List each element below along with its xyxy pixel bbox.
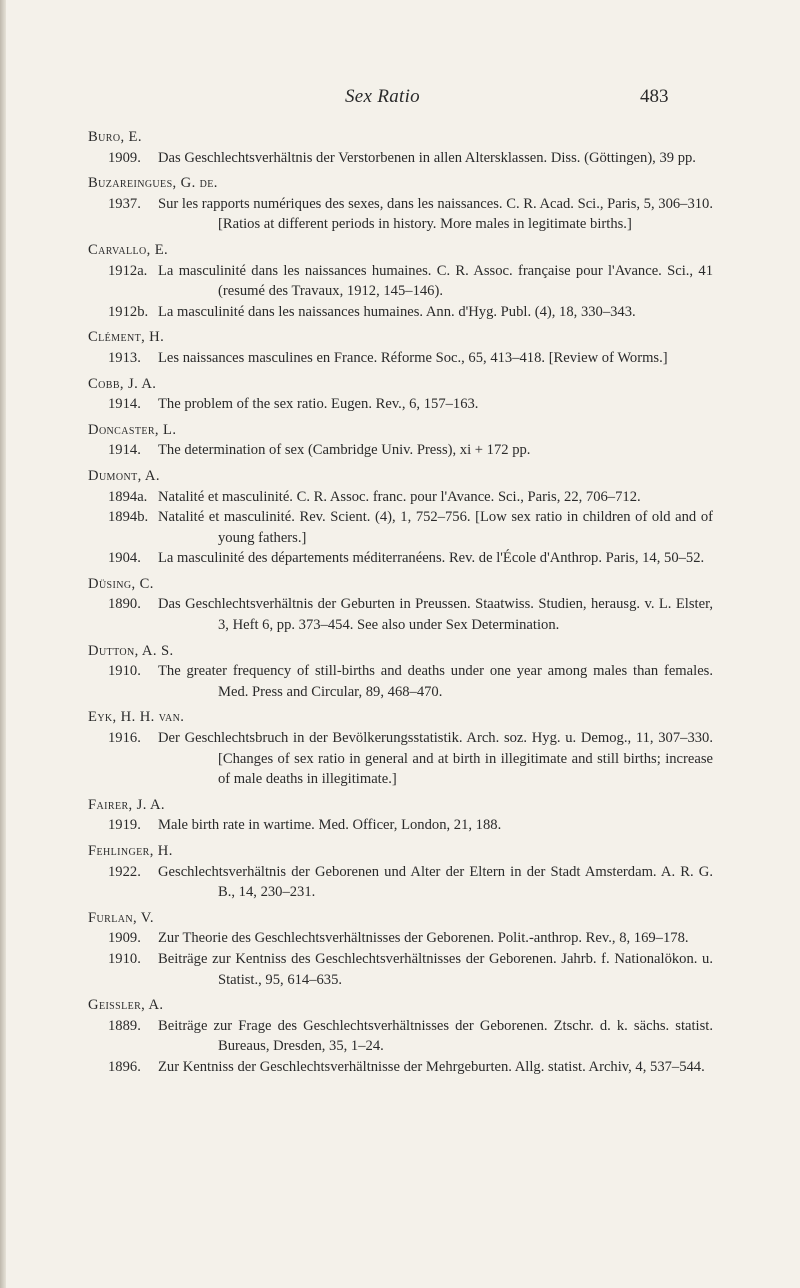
entry-author: Clément, H. [88,329,165,346]
entry-author: Carvallo, E. [88,241,169,258]
entry-author: Geissler, A. [88,997,164,1014]
work-citation: La masculinité des départements méditerranéens. Rev. de l'École d'Anthrop. Paris, 14, 50–52. [158,550,705,567]
work-year: 1909. [108,149,141,166]
work-citation: Natalité et masculinité. C. R. Assoc. franc. pour l'Avance. Sci., Paris, 22, 706–712. [158,488,641,505]
page-header [0,86,800,110]
bibliography-entry [88,240,713,322]
bibliography-entry [88,327,713,368]
entry-author: Fairer, J. A. [88,796,165,813]
entry-author: Dutton, A. S. [88,642,174,659]
entry-work [88,815,713,836]
entry-author: Eyk, H. H. van. [88,709,185,726]
work-year: 1912a. [108,262,148,279]
entry-work [88,949,713,990]
work-year: 1922. [108,863,141,880]
entry-work [88,487,713,508]
work-citation: Das Geschlechtsverhältnis der Verstorbenen in allen Altersklassen. Diss. (Göttingen), 39 pp. [158,149,696,166]
bibliography-entry [88,374,713,415]
work-citation: Beiträge zur Kentniss des Geschlechtsverhältnisses der Geborenen. Jahrb. f. Nationalökon. u. Statist., 95, 614–635. [158,950,713,988]
entry-work [88,261,713,302]
entry-work [88,194,713,235]
bibliography-entry [88,841,713,903]
work-citation: Der Geschlechtsbruch in der Bevölkerungsstatistik. Arch. soz. Hyg. u. Demog., 11, 307–330. [Changes of sex ratio in general and at birth in illegitimate and still births; increase of male deaths in illegitimate.] [158,730,713,788]
work-citation: Zur Kentniss der Geschlechtsverhältnisse der Mehrgeburten. Allg. statist. Archiv, 4, 537–544. [158,1058,705,1075]
work-citation: Zur Theorie des Geschlechtsverhältnisses der Geborenen. Polit.-anthrop. Rev., 8, 169–178. [158,930,689,947]
work-year: 1913. [108,349,141,366]
entry-author: Buro, E. [88,129,142,145]
entry-work [88,661,713,702]
work-citation: Beiträge zur Frage des Geschlechtsverhältnisses der Geborenen. Ztschr. d. k. sächs. statist. Bureaus, Dresden, 35, 1–24. [158,1017,713,1055]
entry-author: Furlan, V. [88,909,154,926]
entry-author: Dumont, A. [88,467,160,484]
work-year: 1914. [108,396,141,413]
bibliography-entry [88,995,713,1077]
work-citation: Natalité et masculinité. Rev. Scient. (4), 1, 752–756. [Low sex ratio in children of old and of young fathers.] [158,509,713,546]
bibliography-entry [88,641,713,703]
entry-work [88,302,713,323]
entry-author: Cobb, J. A. [88,375,157,392]
running-title: Sex Ratio [345,86,420,107]
entry-work [88,728,713,790]
entry-work [88,348,713,369]
work-year: 1914. [108,442,141,459]
bibliography-entry [88,908,713,990]
work-year: 1912b. [108,303,149,320]
entry-work [88,1057,713,1078]
work-year: 1909. [108,930,141,947]
bibliography-entry [88,707,713,789]
work-year: 1937. [108,195,141,212]
bibliography-list [88,127,713,1083]
work-citation: Das Geschlechtsverhältnis der Geburten in Preussen. Staatwiss. Studien, herausg. v. L. Elster, 3, Heft 6, pp. 373–454. See also under Sex Determination. [158,596,713,634]
entry-work [88,1016,713,1057]
entry-work [88,548,713,569]
work-year: 1889. [108,1017,141,1034]
work-year: 1894a. [108,488,148,505]
work-year: 1919. [108,817,141,834]
work-citation: La masculinité dans les naissances humaines. Ann. d'Hyg. Publ. (4), 18, 330–343. [158,303,636,320]
bibliography-entry [88,466,713,569]
entry-work [88,148,713,169]
bibliography-entry [88,420,713,461]
work-citation: Geschlechtsverhältnis der Geborenen und Alter der Eltern in der Stadt Amsterdam. A. R. G. B., 14, 230–231. [158,863,713,901]
entry-author: Düsing, C. [88,575,154,592]
work-citation: La masculinité dans les naissances humaines. C. R. Assoc. française pour l'Avance. Sci., 41 (resumé des Travaux, 1912, 145–146). [158,262,713,300]
entry-work [88,862,713,903]
page-binding-edge [0,0,6,1288]
work-year: 1916. [108,730,141,747]
entry-author: Doncaster, L. [88,421,177,438]
work-citation: Sur les rapports numériques des sexes, dans les naissances. C. R. Acad. Sci., Paris, 5, 306–310. [Ratios at different periods in history. More males in legitimate births.] [158,195,713,233]
entry-work [88,928,713,949]
work-citation: The greater frequency of still-births and deaths under one year among males than females. Med. Press and Circular, 89, 468–470. [158,663,713,700]
entry-author: Buzareingues, G. de. [88,175,218,192]
work-year: 1910. [108,663,141,680]
bibliography-entry [88,173,713,235]
entry-work [88,394,713,415]
work-year: 1910. [108,950,141,967]
entry-author: Fehlinger, H. [88,843,173,859]
work-year: 1896. [108,1058,141,1075]
entry-work [88,594,713,635]
work-year: 1904. [108,550,141,567]
work-year: 1894b. [108,509,149,526]
work-year: 1890. [108,596,141,613]
work-citation: The determination of sex (Cambridge Univ. Press), xi + 172 pp. [158,442,531,459]
page-number: 483 [640,86,669,107]
bibliography-entry [88,795,713,836]
work-citation: The problem of the sex ratio. Eugen. Rev., 6, 157–163. [158,396,479,413]
bibliography-entry [88,127,713,168]
entry-work [88,440,713,461]
work-citation: Les naissances masculines en France. Réforme Soc., 65, 413–418. [Review of Worms.] [158,349,668,366]
work-citation: Male birth rate in wartime. Med. Officer, London, 21, 188. [158,817,502,834]
entry-work [88,507,713,548]
bibliography-entry [88,574,713,636]
